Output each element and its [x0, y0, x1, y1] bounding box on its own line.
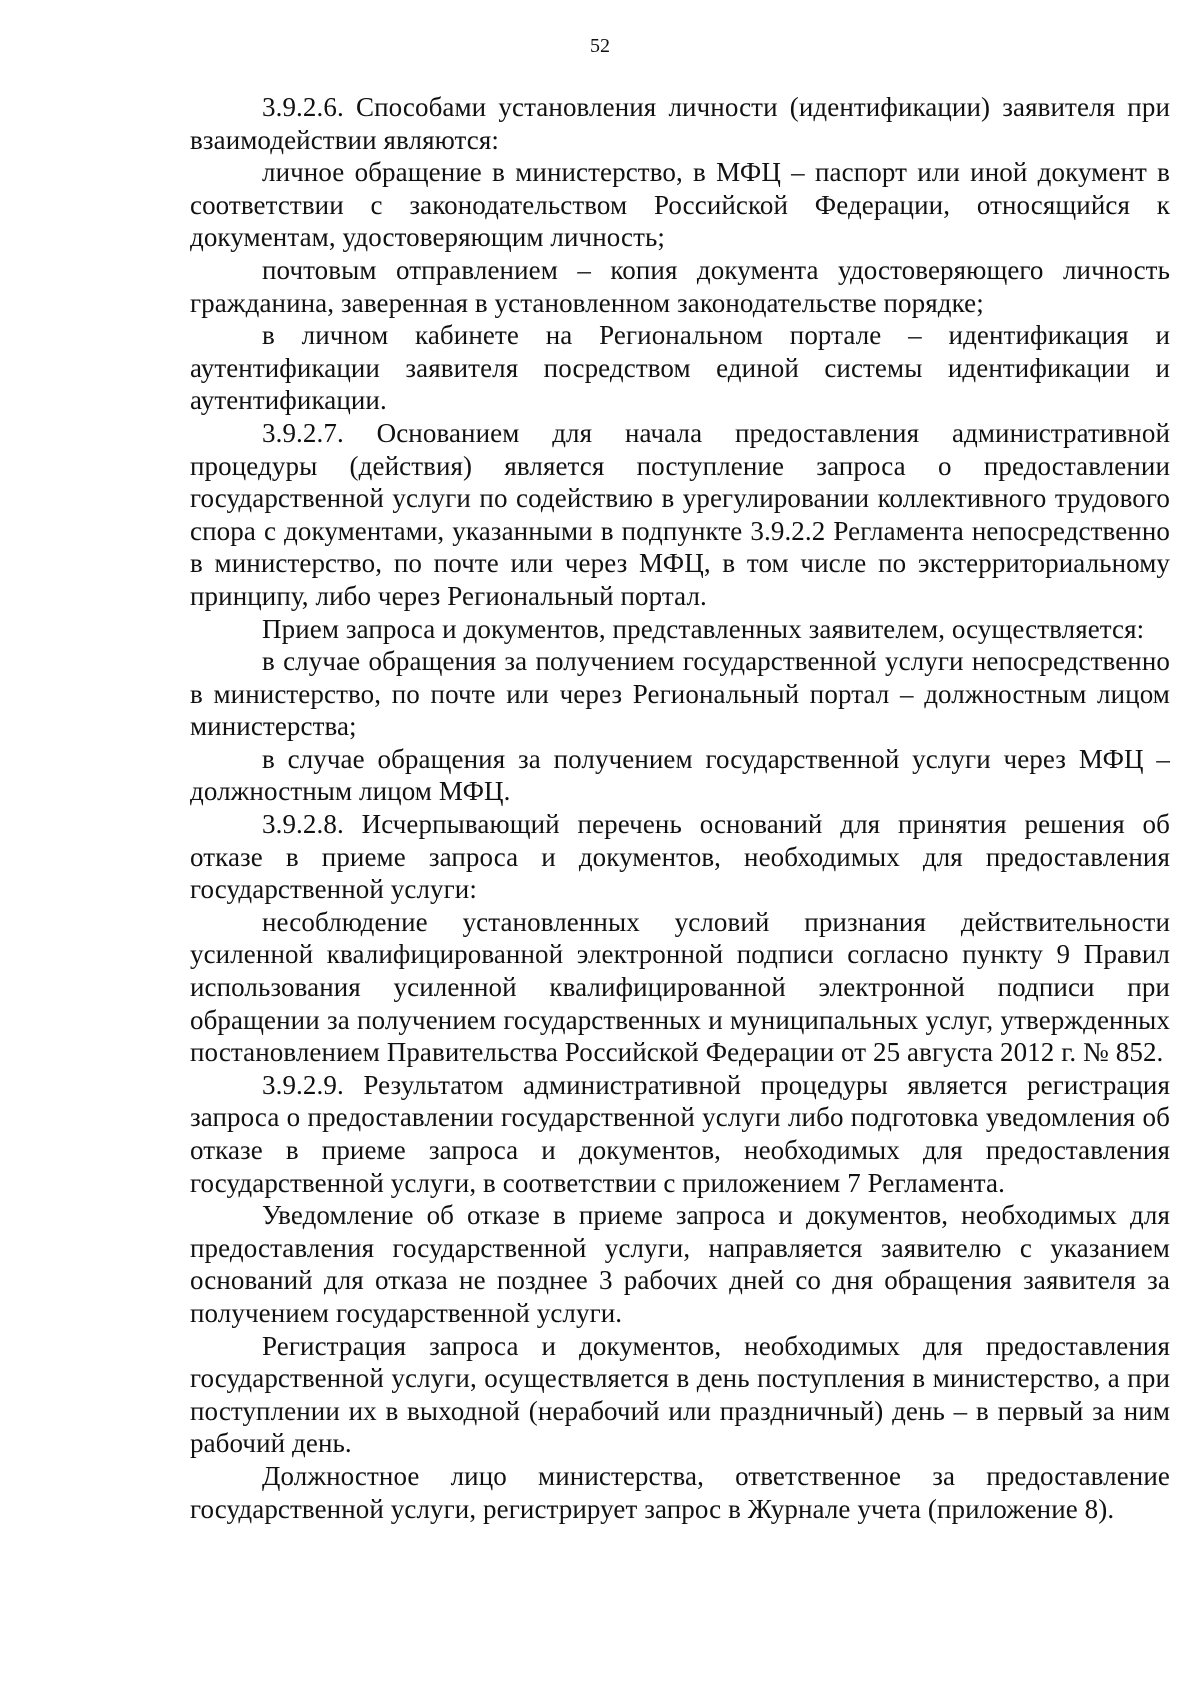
- paragraph-registration: Регистрация запроса и документов, необходимых для предоставления государственной услуги, осуществляется в день поступления в министерство, а при поступлении их в выходной (нерабочий или праздничный) день – в первый за ним рабочий день.: [190, 1330, 1170, 1459]
- paragraph-journal-registration: Должностное лицо министерства, ответственное за предоставление государственной услуги, регистрирует запрос в Журнале учета (приложение 8).: [190, 1460, 1170, 1524]
- page-number: 52: [590, 35, 610, 57]
- paragraph-request-reception: Прием запроса и документов, представленных заявителем, осуществляется:: [262, 613, 1145, 644]
- document-body: [190, 91, 1170, 1525]
- paragraph-mfc-case: в случае обращения за получением государственной услуги через МФЦ – должностным лицом МФЦ.: [190, 743, 1170, 807]
- paragraph-postal-mail: почтовым отправлением – копия документа удостоверяющего личность гражданина, заверенная в установленном законодательстве порядке;: [190, 254, 1170, 318]
- paragraph-3-9-2-7: 3.9.2.7. Основанием для начала предоставления административной процедуры (действия) является поступление запроса о предоставлении государственной услуги по содействию в урегулировании коллективного трудового спора с документами, указанными в подпункте 3.9.2.2 Регламента непосредственно в министерство, по почте или через МФЦ, в том числе по экстерриториальному принципу, либо через Региональный портал.: [190, 417, 1170, 611]
- paragraph-3-9-2-6-intro: 3.9.2.6. Способами установления личности (идентификации) заявителя при взаимодействии являются:: [190, 92, 1170, 155]
- paragraph-ministry-case: в случае обращения за получением государственной услуги непосредственно в министерство, по почте или через Региональный портал – должностным лицом министерства;: [190, 646, 1170, 742]
- paragraph-refusal-notice: Уведомление об отказе в приеме запроса и документов, необходимых для предоставления государственной услуги, направляется заявителю с указанием оснований для отказа не позднее 3 рабочих дней со дня обращения заявителя за получением государственной услуги.: [190, 1200, 1170, 1328]
- paragraph-personal-visit: личное обращение в министерство, в МФЦ – паспорт или иной документ в соответствии с законодательством Российской Федерации, относящийся к документам, удостоверяющим личность;: [190, 157, 1170, 253]
- paragraph-3-9-2-9: 3.9.2.9. Результатом административной процедуры является регистрация запроса о предоставлении государственной услуги либо подготовка уведомления об отказе в приеме запроса и документов, необходимых для предоставления государственной услуги, в соответствии с приложением 7 Регламента.: [190, 1069, 1170, 1198]
- paragraph-signature-condition: несоблюдение установленных условий признания действительности усиленной квалифицированной электронной подписи согласно пункту 9 Правил использования усиленной квалифицированной электронной подписи при обращении за получением государственных и муниципальных услуг, утвержденных постановлением Правительства Российской Федерации от 25 августа 2012 г. № 852.: [190, 906, 1170, 1068]
- paragraph-personal-cabinet: в личном кабинете на Региональном портале – идентификация и аутентификации заявителя посредством единой системы идентификации и аутентификации.: [190, 320, 1170, 416]
- paragraph-3-9-2-8: 3.9.2.8. Исчерпывающий перечень оснований для принятия решения об отказе в приеме запроса и документов, необходимых для предоставления государственной услуги:: [190, 809, 1170, 905]
